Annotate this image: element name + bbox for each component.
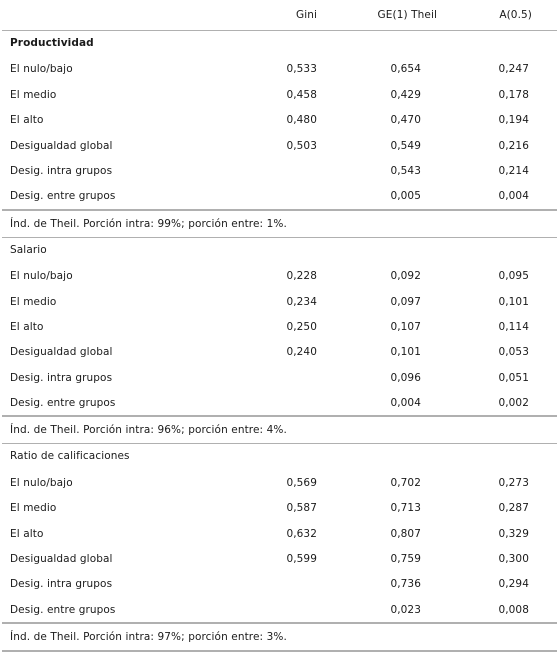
atkinson-cell: 0,247 <box>498 63 529 76</box>
row-label: El medio <box>10 295 57 308</box>
ge-theil-cell: 0,736 <box>390 578 421 591</box>
atkinson-cell: 0,101 <box>498 295 529 308</box>
gini-cell: 0,458 <box>286 88 317 101</box>
section-title: Salario <box>10 243 47 256</box>
ge-theil-cell: 0,097 <box>390 295 421 308</box>
section-header-row <box>2 444 557 469</box>
section-title: Ratio de calificaciones <box>10 450 130 463</box>
atkinson-cell: 0,273 <box>498 476 529 489</box>
table-row <box>2 597 557 622</box>
ge-theil-cell: 0,096 <box>390 371 421 384</box>
ge-theil-cell: 0,429 <box>390 88 421 101</box>
gini-cell: 0,632 <box>286 527 317 540</box>
ge-theil-cell: 0,107 <box>390 320 421 333</box>
row-label: El alto <box>10 114 44 127</box>
atkinson-cell: 0,216 <box>498 139 529 152</box>
atkinson-cell: 0,004 <box>498 190 529 203</box>
ge-theil-cell: 0,702 <box>390 476 421 489</box>
atkinson-cell: 0,287 <box>498 502 529 515</box>
table-row <box>2 365 557 390</box>
atkinson-cell: 0,095 <box>498 270 529 283</box>
row-label: Desig. entre grupos <box>10 603 116 616</box>
atkinson-cell: 0,214 <box>498 164 529 177</box>
section-note-row <box>2 211 557 237</box>
table-body <box>2 31 557 652</box>
theil-decomposition-note: Índ. de Theil. Porción intra: 97%; porción entre: 3%. <box>10 631 287 644</box>
atkinson-cell: 0,008 <box>498 603 529 616</box>
row-label: Desig. intra grupos <box>10 371 113 384</box>
table-row <box>2 521 557 546</box>
ge-theil-cell: 0,543 <box>390 164 421 177</box>
gini-cell: 0,503 <box>286 139 317 152</box>
table-row <box>2 339 557 364</box>
gini-cell: 0,587 <box>286 502 317 515</box>
row-label: El alto <box>10 320 44 333</box>
atkinson-cell: 0,178 <box>498 88 529 101</box>
ge-theil-cell: 0,807 <box>390 527 421 540</box>
row-label: Desig. entre grupos <box>10 397 116 410</box>
atkinson-cell: 0,114 <box>498 320 529 333</box>
table-row <box>2 314 557 339</box>
section-header-row <box>2 238 557 263</box>
section-header-row <box>2 31 557 56</box>
gini-cell: 0,533 <box>286 63 317 76</box>
gini-cell: 0,234 <box>286 295 317 308</box>
table-row <box>2 571 557 596</box>
ge-theil-cell: 0,092 <box>390 270 421 283</box>
table-row <box>2 133 557 158</box>
ge-theil-cell: 0,713 <box>390 502 421 515</box>
theil-decomposition-note: Índ. de Theil. Porción intra: 96%; porción entre: 4%. <box>10 424 287 437</box>
table-header-row <box>2 0 557 30</box>
section-note-row <box>2 417 557 443</box>
atkinson-cell: 0,053 <box>498 346 529 359</box>
row-label: Desig. intra grupos <box>10 578 113 591</box>
gini-cell: 0,228 <box>286 270 317 283</box>
row-label: El alto <box>10 527 44 540</box>
gini-cell: 0,569 <box>286 476 317 489</box>
atkinson-cell: 0,051 <box>498 371 529 384</box>
section-note-row <box>2 624 557 650</box>
ge-theil-cell: 0,759 <box>390 553 421 566</box>
gini-cell: 0,599 <box>286 553 317 566</box>
table-row <box>2 546 557 571</box>
theil-decomposition-note: Índ. de Theil. Porción intra: 99%; porción entre: 1%. <box>10 217 287 230</box>
ge-theil-cell: 0,005 <box>390 190 421 203</box>
table-row <box>2 183 557 208</box>
row-label: Desigualdad global <box>10 139 113 152</box>
ge-theil-cell: 0,023 <box>390 603 421 616</box>
table-row <box>2 289 557 314</box>
atkinson-cell: 0,329 <box>498 527 529 540</box>
atkinson-cell: 0,194 <box>498 114 529 127</box>
row-label: Desig. intra grupos <box>10 164 113 177</box>
table-row <box>2 158 557 183</box>
col-header-atkinson: A(0.5) <box>499 9 532 21</box>
table-row <box>2 263 557 288</box>
ge-theil-cell: 0,004 <box>390 397 421 410</box>
row-label: Desig. entre grupos <box>10 190 116 203</box>
ge-theil-cell: 0,101 <box>390 346 421 359</box>
ge-theil-cell: 0,549 <box>390 139 421 152</box>
row-label: El nulo/bajo <box>10 476 73 489</box>
table-row <box>2 390 557 415</box>
table-row <box>2 470 557 495</box>
ge-theil-cell: 0,470 <box>390 114 421 127</box>
row-label: El nulo/bajo <box>10 270 73 283</box>
row-label: El nulo/bajo <box>10 63 73 76</box>
col-header-ge-theil: GE(1) Theil <box>377 9 437 21</box>
table-row <box>2 495 557 520</box>
atkinson-cell: 0,002 <box>498 397 529 410</box>
row-label: Desigualdad global <box>10 346 113 359</box>
col-header-gini: Gini <box>295 9 317 21</box>
row-label: El medio <box>10 88 57 101</box>
gini-cell: 0,480 <box>286 114 317 127</box>
table-row <box>2 56 557 81</box>
row-label: El medio <box>10 502 57 515</box>
atkinson-cell: 0,300 <box>498 553 529 566</box>
row-label: Desigualdad global <box>10 553 113 566</box>
gini-cell: 0,240 <box>286 346 317 359</box>
table-row <box>2 107 557 132</box>
atkinson-cell: 0,294 <box>498 578 529 591</box>
gini-cell: 0,250 <box>286 320 317 333</box>
section-title: Productividad <box>10 37 94 49</box>
ge-theil-cell: 0,654 <box>390 63 421 76</box>
table-row <box>2 82 557 107</box>
